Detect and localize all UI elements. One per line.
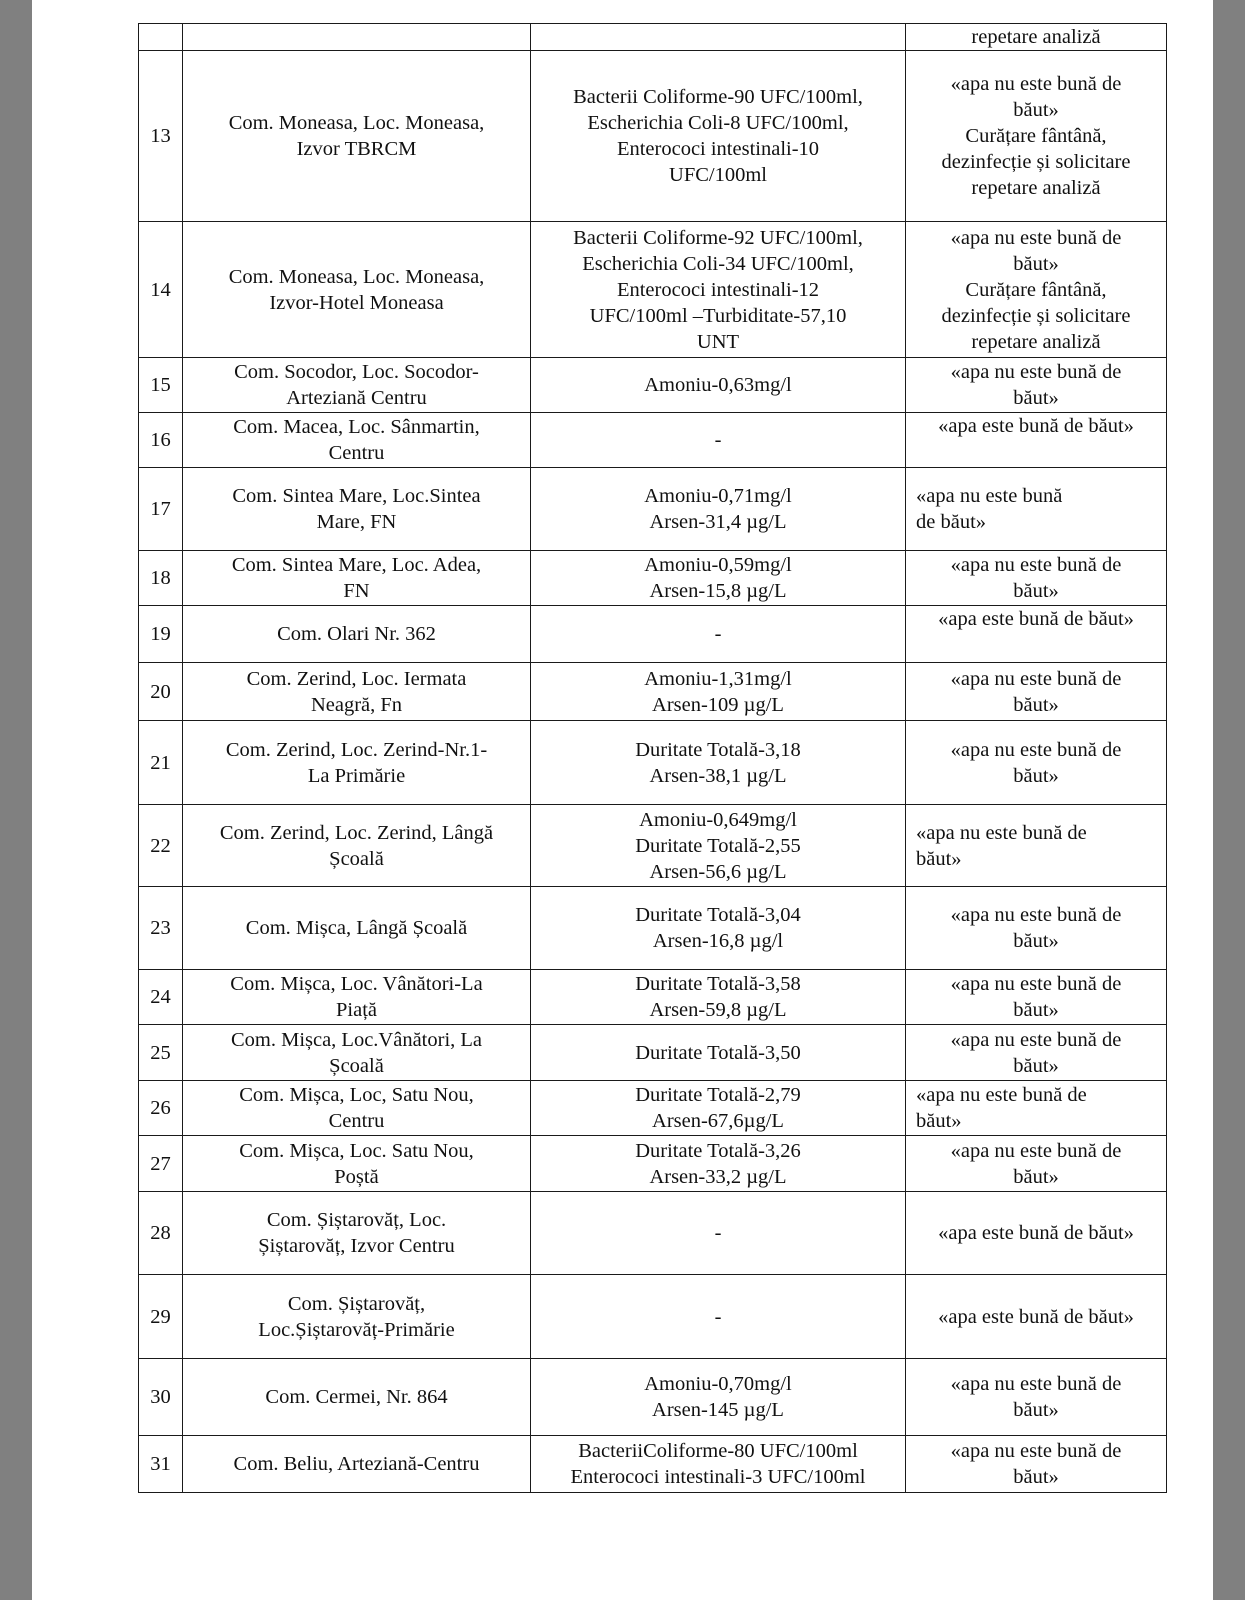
table-row [139, 1275, 1167, 1359]
results-line: Duritate Totală-2,55 [635, 834, 801, 857]
table-row [139, 606, 1167, 663]
location-line: Centru [328, 1110, 385, 1132]
table-row [139, 1081, 1167, 1136]
conclusion-line: băut» [1013, 252, 1059, 275]
results-line: Duritate Totală-3,04 [635, 904, 801, 926]
table-row [139, 1192, 1167, 1275]
conclusion-cell [906, 663, 1167, 721]
conclusion-cell [906, 1192, 1167, 1275]
location-cell [183, 358, 531, 413]
conclusion-cell [906, 24, 1167, 51]
results-line: Amoniu-0,649mg/l [639, 808, 797, 831]
conclusion-line: «apa nu este bună de [916, 1084, 1087, 1106]
location-line: Com. Zerind, Loc. Iermata [246, 667, 467, 690]
results-cell [531, 663, 906, 721]
conclusion-line: «apa nu este bună de [950, 361, 1122, 383]
conclusion-cell [906, 805, 1167, 887]
row-number-cell: 26 [139, 1081, 183, 1136]
results-cell [531, 1359, 906, 1436]
location-cell [183, 51, 531, 222]
conclusion-line: «apa nu este bună de [950, 554, 1122, 576]
conclusion-line: «apa nu este bună [916, 485, 1063, 507]
results-line: Arsen-33,2 µg/L [649, 1165, 787, 1188]
conclusion-cell [906, 1025, 1167, 1081]
right-margin-band [1213, 0, 1245, 1600]
results-cell [531, 805, 906, 887]
row-number-cell: 13 [139, 51, 183, 222]
location-line: Com. Sintea Mare, Loc.Sintea [232, 485, 481, 507]
location-cell [183, 468, 531, 551]
row-number-cell: 16 [139, 413, 183, 468]
location-cell [183, 1136, 531, 1192]
results-cell [531, 51, 906, 222]
conclusion-line: dezinfecție și solicitare [941, 304, 1131, 327]
location-line: Com. Șiștarovăț, Loc. [266, 1209, 447, 1231]
conclusion-line: Curățare fântână, [965, 278, 1107, 301]
conclusion-line: băut» [1013, 1054, 1059, 1077]
location-line: Com. Mișca, Lângă Școală [245, 917, 468, 939]
results-cell [531, 721, 906, 805]
location-line: FN [343, 580, 370, 602]
row-number-cell: 15 [139, 358, 183, 413]
conclusion-line: «apa este bună de băut» [938, 1305, 1134, 1328]
row-number-cell: 28 [139, 1192, 183, 1275]
table-row [139, 468, 1167, 551]
conclusion-line: băut» [1013, 1466, 1059, 1488]
conclusion-cell [906, 1359, 1167, 1436]
location-cell [183, 1436, 531, 1493]
results-line: Duritate Totală-3,58 [635, 973, 801, 995]
location-cell [183, 805, 531, 887]
conclusion-line: «apa nu este bună de [950, 973, 1122, 995]
results-cell [531, 1275, 906, 1359]
location-line: Șiștarovăț, Izvor Centru [258, 1235, 455, 1257]
conclusion-cell [906, 358, 1167, 413]
location-line: Arteziană Centru [286, 387, 427, 409]
location-line: Com. Moneasa, Loc. Moneasa, [228, 112, 485, 134]
conclusion-line: «apa nu este bună de [950, 226, 1122, 249]
conclusion-cell [906, 1081, 1167, 1136]
conclusion-line: băut» [1013, 930, 1059, 952]
conclusion-cell [906, 222, 1167, 358]
location-cell [183, 970, 531, 1025]
conclusion-line: «apa nu este bună de [950, 73, 1122, 95]
results-cell [531, 970, 906, 1025]
table-row [139, 51, 1167, 222]
location-line: Izvor-Hotel Moneasa [269, 291, 444, 314]
results-line: - [714, 623, 722, 645]
conclusion-cell [906, 413, 1167, 468]
table-row [139, 805, 1167, 887]
conclusion-line: «apa nu este bună de [950, 1028, 1122, 1051]
results-line: Arsen-16,8 µg/l [652, 930, 784, 952]
location-line: La Primărie [307, 764, 406, 787]
location-cell [183, 887, 531, 970]
conclusion-line: «apa este bună de băut» [938, 608, 1134, 630]
location-line: Com. Macea, Loc. Sânmartin, [233, 416, 480, 438]
location-cell [183, 413, 531, 468]
location-line: Poștă [334, 1165, 379, 1188]
results-cell [531, 1025, 906, 1081]
table-row [139, 358, 1167, 413]
conclusion-line: băut» [1013, 764, 1059, 787]
row-number-cell: 21 [139, 721, 183, 805]
row-number-cell: 14 [139, 222, 183, 358]
results-cell [531, 413, 906, 468]
conclusion-cell [906, 551, 1167, 606]
results-table-body [139, 24, 1167, 1493]
results-line: Arsen-145 µg/L [652, 1399, 784, 1421]
table-row [139, 551, 1167, 606]
results-line: Arsen-56,6 µg/L [649, 860, 787, 883]
conclusion-line: «apa nu este bună de [950, 1373, 1122, 1395]
table-row [139, 721, 1167, 805]
results-line: Arsen-38,1 µg/L [649, 764, 787, 787]
location-line: Com. Socodor, Loc. Socodor- [234, 361, 479, 383]
row-number-cell: 25 [139, 1025, 183, 1081]
conclusion-line: «apa nu este bună de [950, 904, 1122, 926]
results-line: UFC/100ml [669, 164, 767, 186]
location-line: Com. Zerind, Loc. Zerind, Lângă [219, 821, 494, 844]
table-row [139, 663, 1167, 721]
conclusion-line: băut» [1013, 580, 1059, 602]
results-line: Amoniu-0,59mg/l [644, 554, 792, 576]
results-line: Arsen-59,8 µg/L [649, 999, 787, 1021]
results-line: - [714, 429, 722, 451]
row-number-cell: 23 [139, 887, 183, 970]
results-line: UNT [696, 330, 740, 353]
conclusion-line: «apa nu este bună de [950, 1139, 1122, 1162]
row-number-cell: 19 [139, 606, 183, 663]
table-row [139, 222, 1167, 358]
table-row [139, 24, 1167, 51]
location-line: Com. Mișca, Loc.Vânători, La [230, 1028, 483, 1051]
location-cell [183, 663, 531, 721]
conclusion-line: băut» [1013, 1399, 1059, 1421]
results-cell [531, 551, 906, 606]
conclusion-line: băut» [1013, 387, 1059, 409]
location-cell [183, 24, 531, 51]
conclusion-line: «apa nu este bună de [950, 1440, 1122, 1462]
location-line: Com. Beliu, Arteziană-Centru [233, 1453, 480, 1475]
conclusion-line: de băut» [916, 511, 987, 533]
location-line: Neagră, Fn [310, 693, 403, 716]
location-cell [183, 606, 531, 663]
results-line: Arsen-67,6µg/L [652, 1110, 784, 1132]
left-margin-band [0, 0, 32, 1600]
results-cell [531, 222, 906, 358]
location-line: Com. Cermei, Nr. 864 [265, 1386, 448, 1408]
location-cell [183, 1359, 531, 1436]
conclusion-line: băut» [916, 847, 962, 870]
location-line: Com. Șiștarovăț, [287, 1292, 426, 1315]
conclusion-line: Curățare fântână, [965, 125, 1107, 147]
results-line: Amoniu-0,71mg/l [644, 485, 792, 507]
results-cell [531, 358, 906, 413]
results-line: Enterococi intestinali-3 UFC/100ml [570, 1466, 866, 1488]
conclusion-cell [906, 970, 1167, 1025]
results-line: Amoniu-1,31mg/l [644, 667, 792, 690]
conclusion-line: «apa nu este bună de [916, 821, 1087, 844]
conclusion-cell [906, 887, 1167, 970]
table-row [139, 887, 1167, 970]
conclusion-cell [906, 1436, 1167, 1493]
results-cell [531, 887, 906, 970]
results-line: Arsen-31,4 µg/L [649, 511, 787, 533]
row-number-cell: 27 [139, 1136, 183, 1192]
location-line: Școală [329, 847, 384, 870]
results-line: Enterococi intestinali-10 [616, 138, 820, 160]
conclusion-line: repetare analiză [971, 177, 1101, 199]
results-line: Duritate Totală-3,50 [635, 1041, 801, 1064]
conclusion-cell [906, 606, 1167, 663]
row-number-cell: 24 [139, 970, 183, 1025]
location-cell [183, 721, 531, 805]
conclusion-line: băut» [1013, 693, 1059, 716]
conclusion-line: băut» [1013, 1165, 1059, 1188]
location-line: Com. Zerind, Loc. Zerind-Nr.1- [225, 738, 488, 761]
results-line: Escherichia Coli-8 UFC/100ml, [587, 112, 849, 134]
location-line: Mare, FN [316, 511, 397, 533]
results-cell [531, 1081, 906, 1136]
results-line: Bacterii Coliforme-92 UFC/100ml, [573, 226, 863, 249]
conclusion-line: repetare analiză [971, 330, 1101, 353]
row-number-cell: 30 [139, 1359, 183, 1436]
location-line: Izvor TBRCM [296, 138, 417, 160]
location-cell [183, 222, 531, 358]
results-cell [531, 606, 906, 663]
location-line: Piață [336, 999, 377, 1021]
location-line: Centru [328, 442, 385, 464]
location-cell [183, 1081, 531, 1136]
conclusion-line: «apa nu este bună de [950, 738, 1122, 761]
conclusion-line: dezinfecție și solicitare [941, 151, 1131, 173]
table-row [139, 1025, 1167, 1081]
conclusion-cell [906, 721, 1167, 805]
results-line: Bacterii Coliforme-90 UFC/100ml, [573, 86, 863, 108]
conclusion-line: «apa este bună de băut» [938, 415, 1134, 437]
results-line: - [714, 1222, 722, 1244]
results-table [138, 23, 1167, 1493]
table-row [139, 970, 1167, 1025]
row-number-cell: 31 [139, 1436, 183, 1493]
row-number-cell: 18 [139, 551, 183, 606]
location-line: Loc.Șiștarovăț-Primărie [258, 1318, 455, 1341]
results-cell [531, 1192, 906, 1275]
results-cell [531, 24, 906, 51]
location-line: Com. Sintea Mare, Loc. Adea, [231, 554, 482, 576]
location-line: Com. Moneasa, Loc. Moneasa, [228, 265, 485, 288]
location-line: Com. Mișca, Loc, Satu Nou, [239, 1084, 474, 1106]
results-line: Enterococi intestinali-12 [616, 278, 820, 301]
conclusion-line: băut» [1013, 999, 1059, 1021]
results-cell [531, 1436, 906, 1493]
row-number-cell [139, 24, 183, 51]
location-cell [183, 551, 531, 606]
location-line: Școală [329, 1054, 384, 1077]
results-line: BacteriiColiforme-80 UFC/100ml [578, 1440, 858, 1462]
conclusion-line: «apa nu este bună de [950, 667, 1122, 690]
location-cell [183, 1275, 531, 1359]
conclusion-line: băut» [1013, 99, 1059, 121]
location-cell [183, 1192, 531, 1275]
table-row [139, 1359, 1167, 1436]
results-cell [531, 468, 906, 551]
results-line: Duritate Totală-3,26 [635, 1139, 801, 1162]
location-line: Com. Olari Nr. 362 [277, 623, 436, 645]
results-cell [531, 1136, 906, 1192]
row-number-cell: 29 [139, 1275, 183, 1359]
conclusion-cell [906, 468, 1167, 551]
results-line: Amoniu-0,70mg/l [644, 1373, 792, 1395]
conclusion-cell [906, 1136, 1167, 1192]
results-line: UFC/100ml –Turbiditate-57,10 [589, 304, 847, 327]
results-line: Duritate Totală-3,18 [635, 738, 801, 761]
row-number-cell: 20 [139, 663, 183, 721]
location-line: Com. Mișca, Loc. Satu Nou, [239, 1139, 474, 1162]
location-line: Com. Mișca, Loc. Vânători-La [230, 973, 483, 995]
table-row [139, 1136, 1167, 1192]
conclusion-line: «apa este bună de băut» [938, 1222, 1134, 1244]
location-cell [183, 1025, 531, 1081]
results-line: Arsen-109 µg/L [652, 693, 784, 716]
results-line: - [714, 1305, 722, 1328]
row-number-cell: 22 [139, 805, 183, 887]
conclusion-cell [906, 51, 1167, 222]
results-line: Escherichia Coli-34 UFC/100ml, [582, 252, 854, 275]
table-row [139, 413, 1167, 468]
conclusion-cell [906, 1275, 1167, 1359]
conclusion-line: băut» [916, 1110, 962, 1132]
table-row [139, 1436, 1167, 1493]
results-line: Amoniu-0,63mg/l [644, 374, 792, 396]
row-number-cell: 17 [139, 468, 183, 551]
conclusion-line: repetare analiză [971, 26, 1101, 48]
results-line: Arsen-15,8 µg/L [649, 580, 787, 602]
results-line: Duritate Totală-2,79 [635, 1084, 801, 1106]
